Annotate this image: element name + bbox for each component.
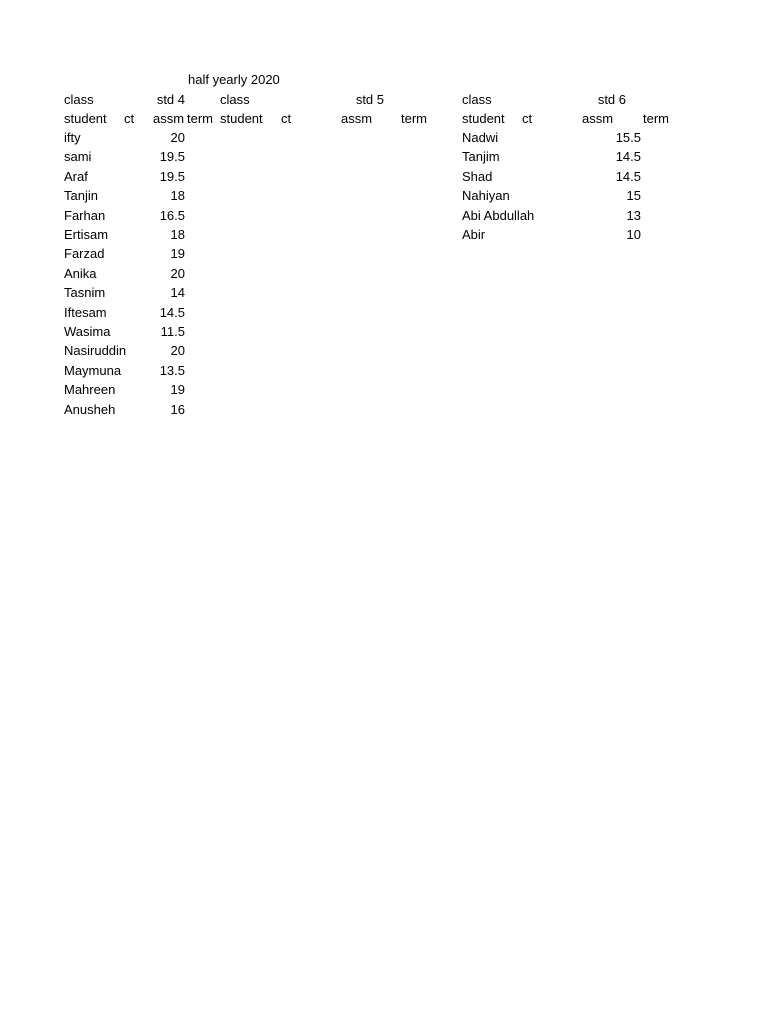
std6-row-student: Nahiyan: [462, 188, 510, 203]
std4-row-assm: 19: [170, 246, 185, 261]
std4-row-assm: 18: [170, 227, 185, 242]
std4-row-student: sami: [64, 149, 92, 164]
std5-class-name: std 5: [355, 92, 384, 107]
std4-row-assm: 14.5: [159, 305, 185, 320]
std5-header-assm: assm: [341, 111, 373, 126]
std4-row-assm: 18: [170, 188, 185, 203]
std4-class-label: class: [64, 92, 94, 107]
std4-row-assm: 16: [170, 402, 185, 417]
std4-row-student: Farhan: [64, 208, 106, 223]
std4-row-assm: 20: [170, 130, 185, 145]
std5-header-term: term: [401, 111, 427, 126]
std4-header-assm: assm: [153, 111, 185, 126]
std4-row-student: Ertisam: [64, 227, 109, 242]
std6-header-assm: assm: [582, 111, 614, 126]
sheet-title: half yearly 2020: [188, 72, 280, 87]
std6-row-assm: 10: [626, 227, 641, 242]
std4-row-assm: 16.5: [159, 208, 185, 223]
std6-row-student: Shad: [462, 169, 493, 184]
std6-row-assm: 14.5: [615, 169, 641, 184]
std5-header-student: student: [220, 111, 263, 126]
std4-row-student: Maymuna: [64, 363, 122, 378]
std4-header-term: term: [187, 111, 213, 126]
std6-row-assm: 15: [626, 188, 641, 203]
std4-row-student: Tasnim: [64, 285, 106, 300]
std6-class-label: class: [462, 92, 492, 107]
std5-header-ct: ct: [281, 111, 292, 126]
std4-header-student: student: [64, 111, 107, 126]
std4-row-student: Farzad: [64, 246, 105, 261]
std4-row-student: Araf: [64, 169, 88, 184]
std4-row-assm: 19.5: [159, 169, 185, 184]
std4-class-name: std 4: [156, 92, 185, 107]
std5-class-label: class: [220, 92, 250, 107]
std4-row-assm: 20: [170, 266, 185, 281]
std6-row-assm: 15.5: [615, 130, 641, 145]
std4-row-student: Nasiruddin: [64, 343, 127, 358]
std4-row-assm: 14: [170, 285, 185, 300]
std4-row-assm: 19.5: [159, 149, 185, 164]
std4-row-student: Mahreen: [64, 382, 116, 397]
std6-header-student: student: [462, 111, 505, 126]
std6-row-student: Tanjim: [462, 149, 500, 164]
std4-row-student: ifty: [64, 130, 81, 145]
std6-row-assm: 14.5: [615, 149, 641, 164]
std6-class-name: std 6: [597, 92, 626, 107]
std4-row-student: Tanjin: [64, 188, 98, 203]
std4-row-student: Anika: [64, 266, 97, 281]
std6-header-ct: ct: [522, 111, 533, 126]
std4-row-student: Wasima: [64, 324, 111, 339]
std4-header-ct: ct: [124, 111, 135, 126]
std4-row-assm: 20: [170, 343, 185, 358]
std4-row-assm: 13.5: [159, 363, 185, 378]
std6-row-assm: 13: [626, 208, 641, 223]
std4-row-assm: 11.5: [160, 324, 185, 339]
std6-row-student: Nadwi: [462, 130, 499, 145]
std4-row-assm: 19: [170, 382, 185, 397]
std6-row-student: Abi Abdullah: [462, 208, 535, 223]
std6-row-student: Abir: [462, 227, 486, 242]
std4-row-student: Anusheh: [64, 402, 116, 417]
std4-row-student: Iftesam: [64, 305, 107, 320]
std6-header-term: term: [643, 111, 669, 126]
